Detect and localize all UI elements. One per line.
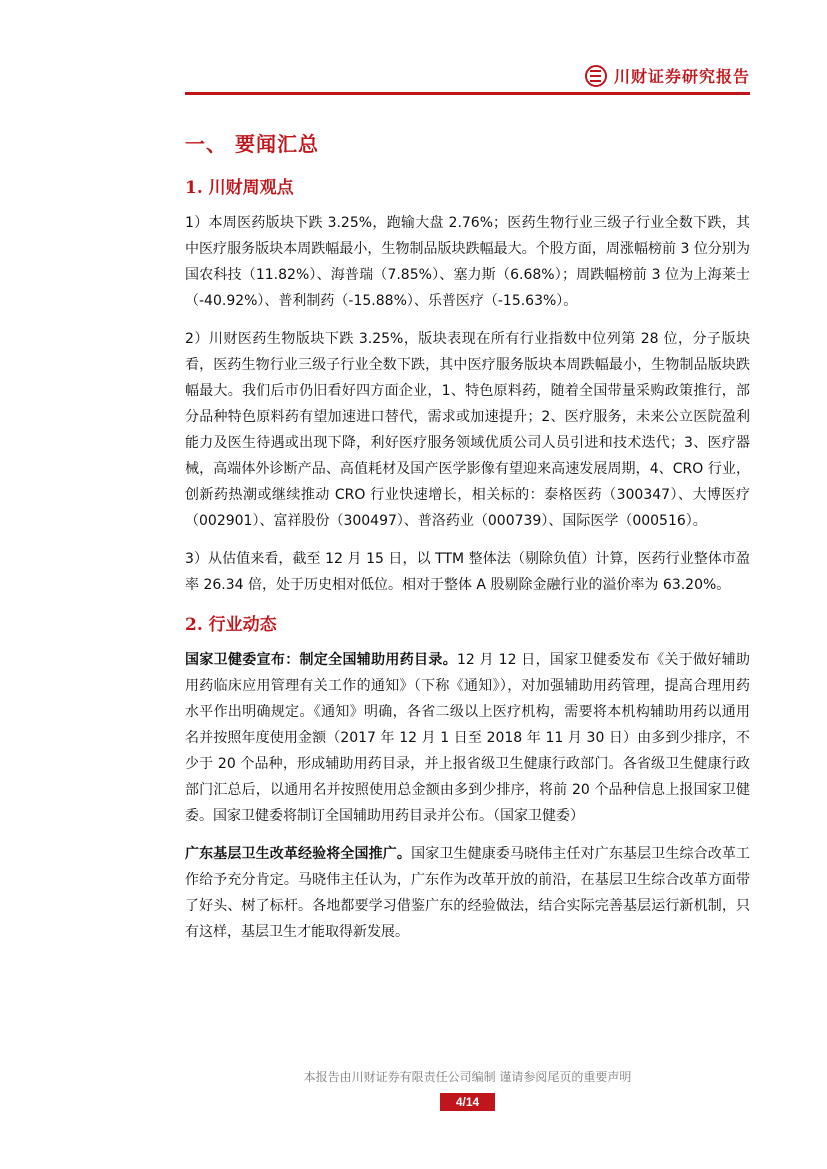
page-number: 4/14 (440, 1093, 495, 1111)
weekly-view-paragraph-3: 3）从估值来看，截至 12 月 15 日，以 TTM 整体法（剔除负值）计算，医药行业整体市盈率 26.34 倍，处于历史相对低位。相对于整体 A 股剔除金融行业的溢价率为 63.20%。 (185, 551, 750, 593)
subsection-title-industry-news: 2. 行业动态 (185, 615, 277, 635)
footer-disclaimer: 本报告由川财证券有限责任公司编制 谨请参阅尾页的重要声明 (303, 1070, 632, 1084)
weekly-view-paragraph-1: 1）本周医药版块下跌 3.25%，跑输大盘 2.76%；医药生物行业三级子行业全数下跌，其中医疗服务版块本周跌幅最小，生物制品版块跌幅最大。个股方面，周涨幅榜前 3 位分别为国农科技（11.82%）、海普瑞（7.85%）、塞力斯（6.68%）；周跌幅榜前 3 位为上海莱士（-40.92%）、普利制药（-15.88%）、乐普医疗（-15.63%）。 (185, 215, 750, 309)
section-title: 一、 要闻汇总 (185, 132, 319, 156)
weekly-view-paragraph-2: 2）川财医药生物版块下跌 3.25%，版块表现在所有行业指数中位列第 28 位，分子版块看，医药生物行业三级子行业全数下跌，其中医疗服务版块本周跌幅最小，生物制品版块跌幅最大。我们后市仍旧看好四方面企业，1、特色原料药，随着全国带量采购政策推行，部分品种特色原料药有望加速进口替代，需求或加速提升；2、医疗服务，未来公立医院盈利能力及医生待遇或出现下降，利好医疗服务领域优质公司人员引进和技术迭代；3、医疗器械，高端体外诊断产品、高值耗材及国产医学影像有望迎来高速发展周期，4、CRO 行业，创新药热潮或继续推动 CRO 行业快速增长，相关标的：泰格医药（300347）、大博医疗（002901）、富祥股份（300497）、普洛药业（000739）、国际医学（000516）。 (185, 331, 750, 529)
news-item-1 (185, 647, 750, 829)
report-body (185, 128, 750, 957)
brand (585, 64, 750, 87)
header-rule (185, 92, 750, 95)
brand-name: 川财证券研究报告 (613, 67, 750, 86)
page-header (185, 64, 750, 96)
news-item-1-lead: 国家卫健委宣布：制定全国辅助用药目录。 (185, 652, 458, 668)
news-item-2-text: 国家卫生健康委马晓伟主任对广东基层卫生综合改革工作给予充分肯定。马晓伟主任认为，广东作为改革开放的前沿，在基层卫生综合改革方面带了好头、树了标杆。各地都要学习借鉴广东的经验做法，结合实际完善基层运行新机制，只有这样，基层卫生才能取得新发展。 (185, 846, 751, 940)
page-footer (185, 1068, 750, 1111)
news-item-1-text: 12 月 12 日，国家卫健委发布《关于做好辅助用药临床应用管理有关工作的通知》（下称《通知》），对加强辅助用药管理，提高合理用药水平作出明确规定。《通知》明确，各省二级以上医疗机构，需要将本机构辅助用药以通用名并按照年度使用金额（2017 年 12 月 1 日至 2018 年 11 月 30 日）由多到少排序，不少于 20 个品种，形成辅助用药目录，并上报省级卫生健康行政部门。各省级卫生健康行政部门汇总后，以通用名并按照使用总金额由多到少排序，将前 20 个品种信息上报国家卫健委。国家卫健委将制订全国辅助用药目录并公布。（国家卫健委） (185, 652, 751, 824)
subsection-title-weekly-view: 1. 川财周观点 (185, 178, 294, 198)
chuancai-logo-icon (585, 65, 607, 87)
news-item-2-lead: 广东基层卫生改革经验将全国推广。 (185, 846, 412, 862)
news-item-2 (185, 841, 750, 945)
